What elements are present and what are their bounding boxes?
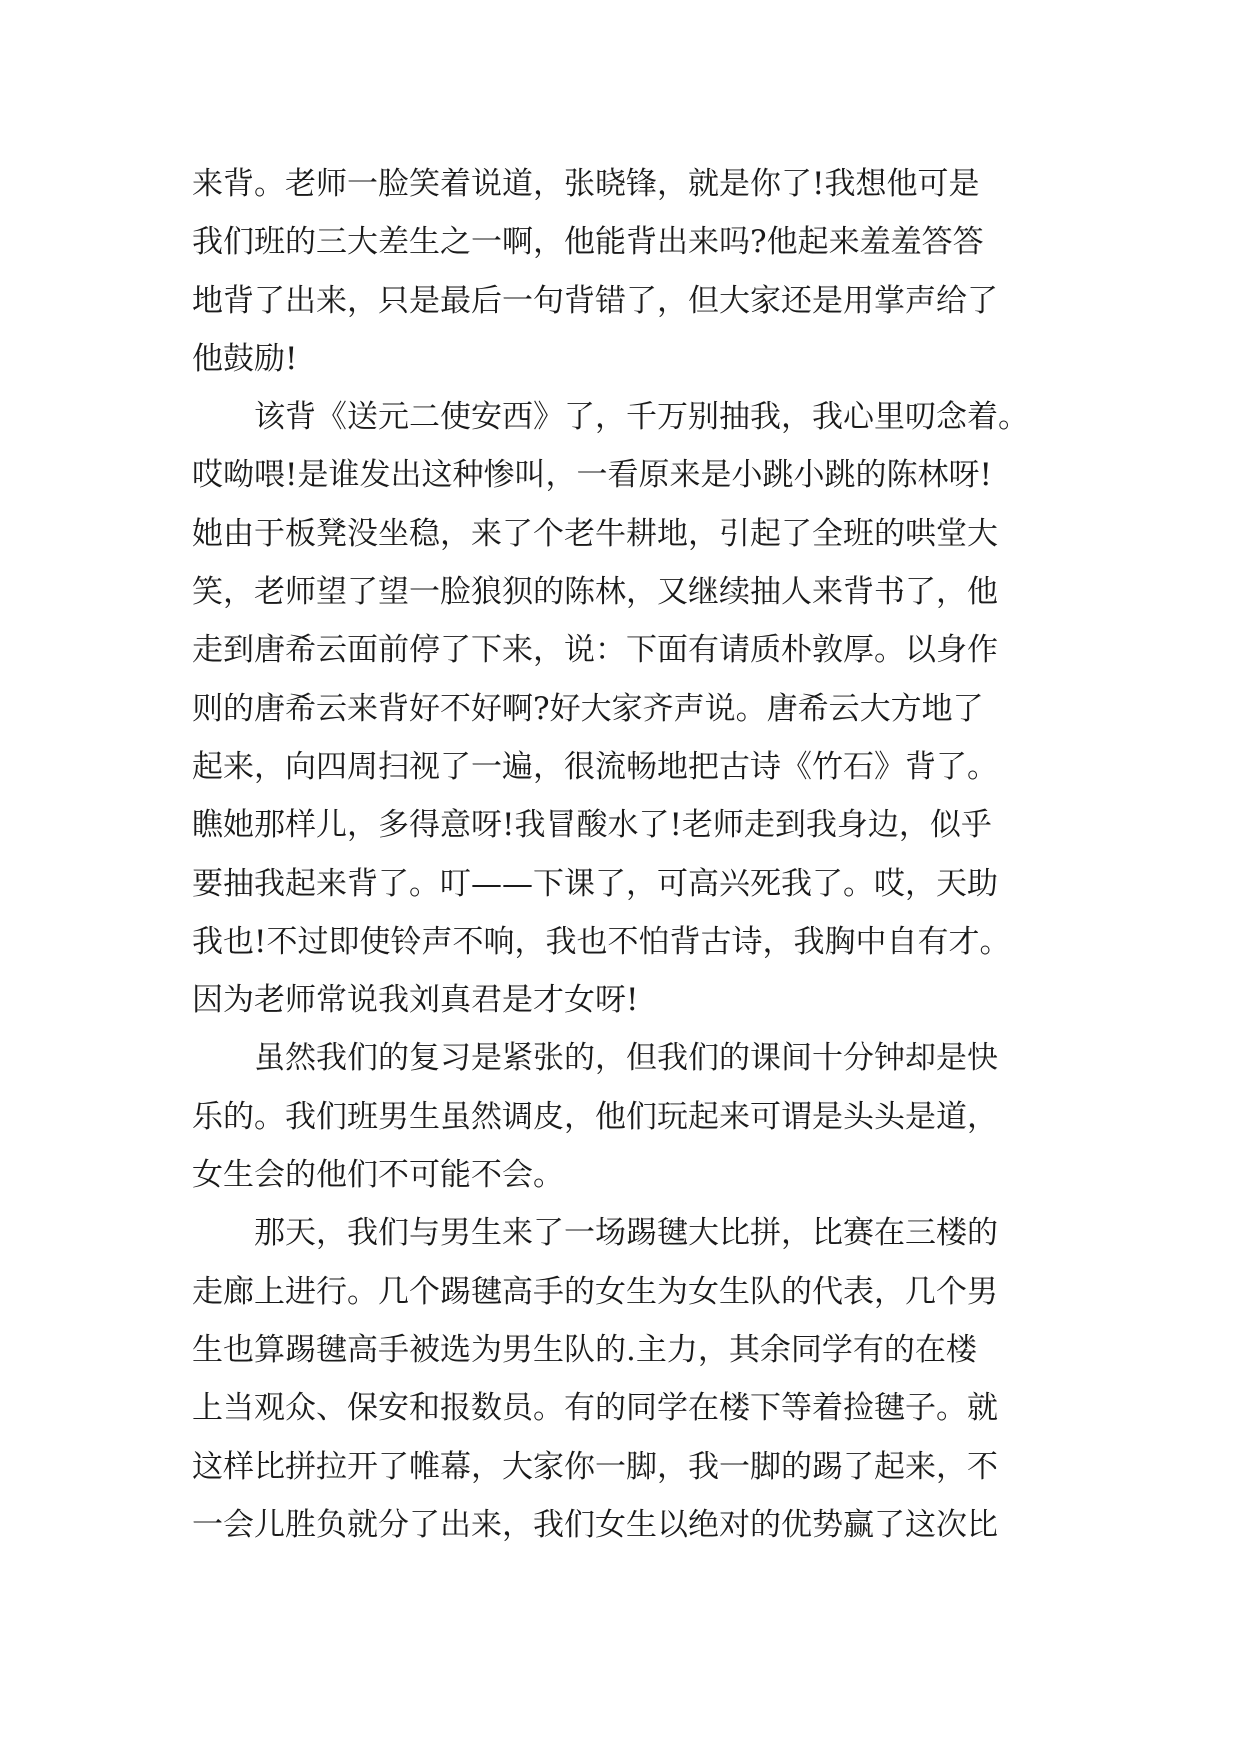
- paragraph-first-line: 虽然我们的复习是紧张的，但我们的课间十分钟却是快: [254, 1040, 998, 1077]
- text-line: 一会儿胜负就分了出来，我们女生以绝对的优势赢了这次比: [192, 1506, 998, 1543]
- text-line: 哎呦喂!是谁发出这种惨叫，一看原来是小跳小跳的陈林呀!: [192, 457, 992, 494]
- text-line: 起来，向四周扫视了一遍，很流畅地把古诗《竹石》背了。: [192, 748, 998, 785]
- text-line: 来背。老师一脸笑着说道，张晓锋，就是你了!我想他可是: [192, 166, 980, 202]
- text-line: 走到唐希云面前停了下来，说：下面有请质朴敦厚。以身作: [192, 632, 998, 669]
- text-line: 他鼓励!: [192, 340, 298, 377]
- text-line: 因为老师常说我刘真君是才女呀!: [192, 982, 639, 1019]
- text-line: 则的唐希云来背好不好啊?好大家齐声说。唐希云大方地了: [192, 690, 984, 727]
- text-line: 这样比拼拉开了帷幕，大家你一脚，我一脚的踢了起来，不: [192, 1448, 998, 1485]
- document-body: [192, 155, 1067, 1554]
- text-line: 地背了出来，只是最后一句背错了，但大家还是用掌声给了: [192, 282, 998, 319]
- text-line: 我们班的三大差生之一啊，他能背出来吗?他起来羞羞答答: [192, 224, 984, 261]
- text-line: 女生会的他们不可能不会。: [192, 1157, 564, 1194]
- paragraph-first-line: 该背《送元二使安西》了，千万别抽我，我心里叨念着。: [254, 399, 1029, 436]
- text-line: 走廊上进行。几个踢毽高手的女生为女生队的代表，几个男: [192, 1273, 998, 1310]
- text-line: 她由于板凳没坐稳，来了个老牛耕地，引起了全班的哄堂大: [192, 515, 998, 552]
- text-line: 笑，老师望了望一脸狼狈的陈林，又继续抽人来背书了，他: [192, 574, 998, 611]
- text-line: 乐的。我们班男生虽然调皮，他们玩起来可谓是头头是道，: [192, 1098, 998, 1135]
- text-line: 上当观众、保安和报数员。有的同学在楼下等着捡毽子。就: [192, 1390, 998, 1427]
- text-line: 瞧她那样儿，多得意呀!我冒酸水了!老师走到我身边，似乎: [192, 807, 992, 844]
- text-line: 我也!不过即使铃声不响，我也不怕背古诗，我胸中自有才。: [192, 923, 1011, 960]
- text-line: 要抽我起来背了。叮——下课了，可高兴死我了。哎，天助: [192, 865, 998, 902]
- text-line: 生也算踢毽高手被选为男生队的.主力，其余同学有的在楼: [192, 1331, 977, 1368]
- paragraph-first-line: 那天，我们与男生来了一场踢毽大比拼，比赛在三楼的: [254, 1215, 998, 1252]
